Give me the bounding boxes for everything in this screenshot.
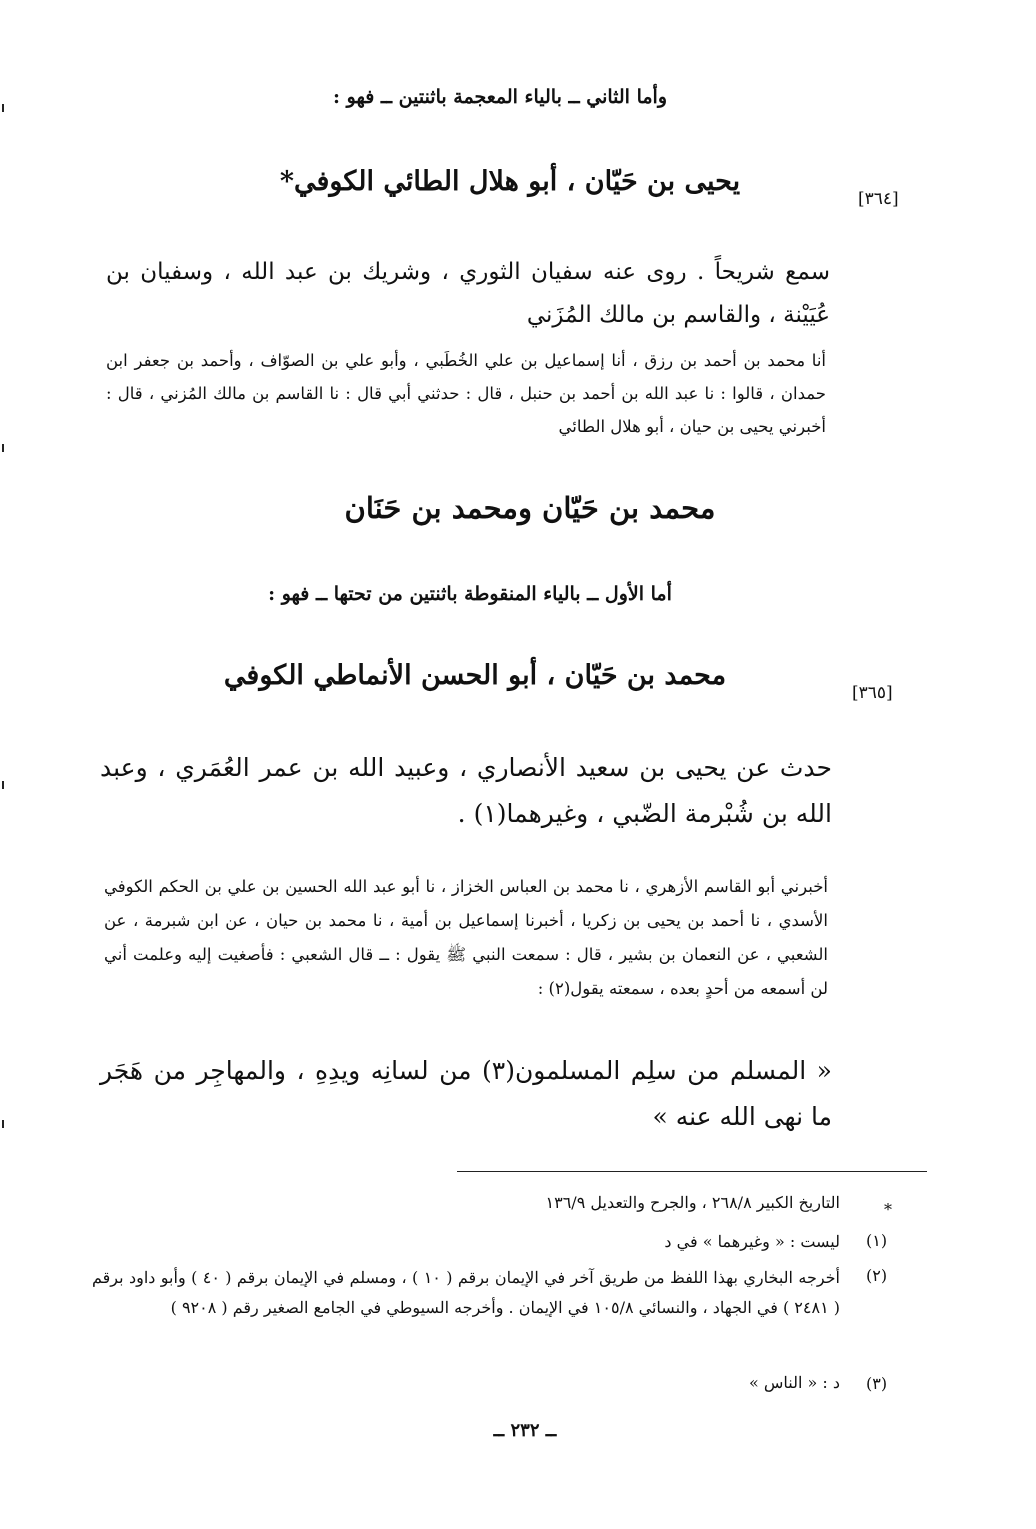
entry-isnad: أخبرني أبو القاسم الأزهري ، نا محمد بن العباس الخزاز ، نا أبو عبد الله الحسين بن علي بن الحكم الكوفي الأسدي ، نا أحمد بن يحيى بن زكريا ، أخبرنا إسماعيل بن أمية ، نا محمد بن حيان ، عن ابن شبرمة ، عن الشعبي ، عن النعمان بن بشير ، قال : سمعت النبي ﷺ يقول : ــ قال الشعبي : فأصغيت إليه وعلمت أني لن أسمعه من أحدٍ بعده ، سمعته يقول(٢) : [104,877,828,998]
footnote-marker: (٢) [866,1266,888,1285]
page-number: ــ ٢٣٢ ــ [493,1420,557,1441]
entry-number: [٣٦٥] [852,683,893,703]
header-intro: وأما الثاني ــ بالياء المعجمة باثنتين ــ فهو : [333,86,667,108]
scan-mark [2,444,4,452]
section-intro: أما الأول ــ بالياء المنقوطة باثنتين من تحتها ــ فهو : [268,583,672,605]
footnote-marker: (١) [866,1231,888,1250]
footnote-text: د : « الناس » [749,1373,840,1392]
scan-mark [2,781,4,789]
footnote-marker: * [884,1200,892,1219]
footnote-text: التاريخ الكبير ٢٦٨/٨ ، والجرح والتعديل ١٣٦/٩ [545,1193,840,1212]
entry-title: يحيى بن حَيّان ، أبو هلال الطائي الكوفي* [279,166,741,197]
footnote-text: ليست : « وغيرهما » في د [664,1232,840,1251]
footnote-text: أخرجه البخاري بهذا اللفظ من طريق آخر في الإيمان برقم ( ١٠ ) ، ومسلم في الإيمان برقم ( ٤٠ ) وأبو داود برقم ( ٢٤٨١ ) في الجهاد ، والنسائي ١٠٥/٨ في الإيمان . وأخرجه السيوطي في الجامع الصغير رقم ( ٩٢٠٨ ) [92,1268,840,1317]
scan-mark [2,104,4,112]
entry-body: حدث عن يحيى بن سعيد الأنصاري ، وعبيد الله بن عمر العُمَري ، وعبد الله بن شُبْرمة الضّبي ، وغيرهما(١) . [100,753,832,828]
entry-title: محمد بن حَيّان ، أبو الحسن الأنماطي الكوفي [223,660,727,691]
entry-isnad: أنا محمد بن أحمد بن رزق ، أنا إسماعيل بن علي الخُطَبي ، وأبو علي بن الصوّاف ، وأحمد بن جعفر ابن حمدان ، قالوا : نا عبد الله بن أحمد بن حنبل ، قال : حدثني أبي قال : نا القاسم بن مالك المُزني ، قال : أخبرني يحيى بن حيان ، أبو هلال الطائي [106,351,826,436]
section-heading: محمد بن حَيّان ومحمد بن حَنَان [344,491,716,525]
entry-body: سمع شريحاً . روى عنه سفيان الثوري ، وشريك بن عبد الله ، وسفيان بن عُيَيْنة ، والقاسم بن مالك المُزَني [106,259,830,328]
scan-mark [2,1120,4,1128]
hadith-text: « المسلم من سلِم المسلمون(٣) من لسانِه ويدِهِ ، والمهاجِر من هَجَر ما نهى الله عنه » [100,1056,832,1131]
entry-number: [٣٦٤] [858,189,899,209]
footnote-marker: (٣) [866,1374,888,1393]
footnote-divider [457,1171,927,1172]
